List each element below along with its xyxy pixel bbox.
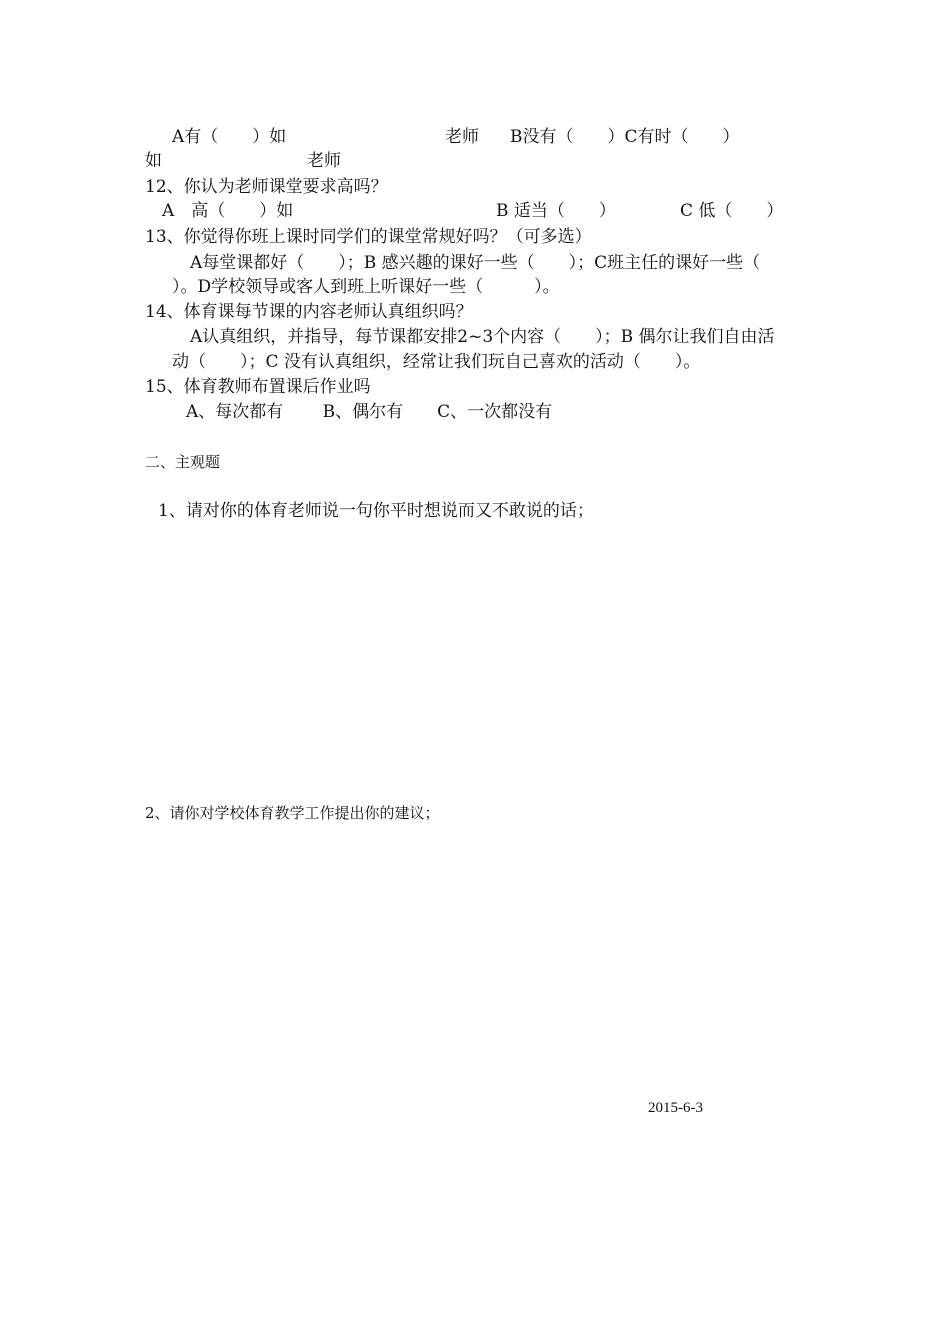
subjective-question-2: 2、请你对学校体育教学工作提出你的建议；: [145, 804, 440, 822]
q12-option-a: A 高（ ）如: [162, 201, 294, 221]
subjective-question-1: 1、请对你的体育老师说一句你平时想说而又不敢说的话；: [158, 501, 594, 521]
q15-question: 15、体育教师布置课后作业吗: [145, 377, 371, 397]
q14-options-line2: 动（ ）；C 没有认真组织，经常让我们玩自己喜欢的活动（ ）。: [172, 352, 701, 372]
q12-option-c: C 低（ ）: [680, 201, 784, 221]
q11-ru-label: 如: [145, 151, 162, 171]
q13-options-line1: A每堂课都好（ ）；B 感兴趣的课好一些（ ）；C班主任的课好一些（: [190, 253, 761, 273]
q12-question: 12、你认为老师课堂要求高吗？: [145, 177, 388, 197]
q14-question: 14、体育课每节课的内容老师认真组织吗？: [145, 302, 473, 322]
q14-options-line1: A认真组织，并指导，每节课都安排2~3个内容（ ）；B 偶尔让我们自由活: [190, 327, 775, 347]
q11-option-b-c: B没有（ ）C有时（ ）: [510, 127, 740, 147]
q12-option-b: B 适当（ ）: [496, 201, 616, 221]
q11-option-a: A有（ ）如: [172, 127, 287, 147]
q15-options: A、每次都有 B、偶尔有 C、一次都没有: [186, 402, 553, 422]
section2-heading: 二、主观题: [145, 453, 221, 471]
q13-options-line2: ）。D学校领导或客人到班上听课好一些（ ）。: [172, 277, 560, 297]
q11-teacher-label: 老师: [445, 127, 479, 147]
q11-teacher-label-2: 老师: [307, 151, 341, 171]
q13-question: 13、你觉得你班上课时同学们的课堂常规好吗？（可多选）: [145, 227, 592, 247]
document-date: 2015-6-3: [648, 1100, 703, 1116]
